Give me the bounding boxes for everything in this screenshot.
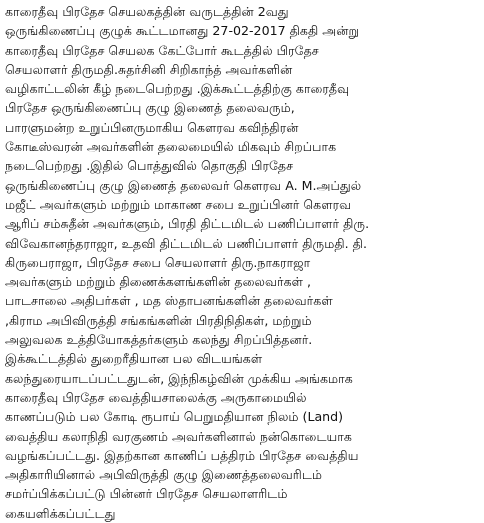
text-line-25: அதிகாரியினால் அபிவிருத்தி குழு இணைத்தலைவரிடம் (5, 467, 323, 483)
text-line-15: அவர்களும் மற்றும் திணைக்களங்களின் தலைவர்கள் , (5, 274, 312, 290)
text-line-17: ,கிராம அபிவிருத்தி சங்கங்களின் பிரதிநிதிகள், மற்றும் (5, 312, 312, 328)
text-line-21: காரைதீவு பிரதேச வைத்தியசாலைக்கு அருகாமையில் (5, 389, 307, 405)
text-line-6: பிரதேச ஒருங்கிணைப்பு குழு இணைத் தலைவரும், (5, 100, 295, 116)
text-line-4: செயலாளர் திருமதி.சுதர்சினி சிறிகாந்த் அவர்களின் (5, 61, 293, 77)
text-line-19: இக்கூட்டத்தில் துறைரீதியான பல விடயங்கள் (5, 351, 263, 367)
text-line-5: வழிகாட்டலின் கீழ் நடைபெற்றது .இக்கூட்டத்திற்கு காரைதீவு (5, 81, 350, 97)
text-line-27: கையளிக்கப்பட்டது (5, 505, 116, 521)
text-line-20: கலந்துரையாடப்பட்டதுடன், இந்நிகழ்வின் முக்கிய அங்கமாக (5, 370, 353, 386)
text-line-13: விவேகானந்தராஜா, உதவி திட்டமிடல் பணிப்பாளர் திருமதி. தி. (5, 235, 367, 251)
text-line-23: வைத்திய கலாநிதி வரகுணம் அவர்களினால் நன்கொடையாக (5, 428, 352, 444)
text-line-14: கிருபைராஜா, பிரதேச சபை செயலாளர் திரு.நாகராஜா (5, 254, 311, 270)
text-line-8: கோடீஸ்வரன் அவர்களின் தலைமையில் மிகவும் சிறப்பாக (5, 139, 337, 155)
text-line-9: நடைபெற்றது .இதில் பொத்துவில் தொகுதி பிரதேச (5, 158, 294, 174)
article-body (5, 2, 481, 523)
text-line-1: காரைதீவு பிரதேச செயலகத்தின் வருடத்தின் 2வது (5, 4, 289, 19)
text-line-7: பாரளுமன்ற உறுப்பினருமாகிய கௌரவ கவிந்திரன் (5, 119, 299, 135)
text-line-24: வழங்கப்பட்டது. இதற்கான காணிப் பத்திரம் பிரதேச வைத்திய (5, 447, 359, 463)
text-line-11: மஜீட் அவர்களும் மற்றும் மாகாண சபை உறுப்பினர் கௌரவ (5, 196, 352, 212)
text-line-10: ஒருங்கிணைப்பு குழு இணைத் தலைவர் கௌரவ A. M.அப்துல் (5, 177, 362, 193)
text-line-3: காரைதீவு பிரதேச செயலக கேட்போர் கூடத்தில் பிரதேச (5, 42, 319, 58)
text-line-18: அலுவலக உத்தியோகத்தர்களும் கலந்து சிறப்பித்தனர். (5, 332, 313, 348)
text-line-26: சமர்ப்பிக்கப்பட்டு பின்னர் பிரதேச செயலாளரிடம் (5, 486, 288, 502)
text-line-22: காணப்படும் பல கோடி ரூபாய் பெறுமதியான நிலம் (Land) (5, 409, 344, 425)
text-line-2: ஒருங்கிணைப்பு குழுக் கூட்டமானது 27-02-2017 திகதி அன்று (5, 23, 360, 39)
text-line-16: பாடசாலை அதிபர்கள் , மத ஸ்தாபனங்களின் தலைவர்கள் (5, 293, 333, 309)
text-line-12: ஆரிப் சம்சுதீன் அவர்களும், பிரதி திட்டமிடல் பணிப்பாளர் திரு. (5, 216, 370, 232)
